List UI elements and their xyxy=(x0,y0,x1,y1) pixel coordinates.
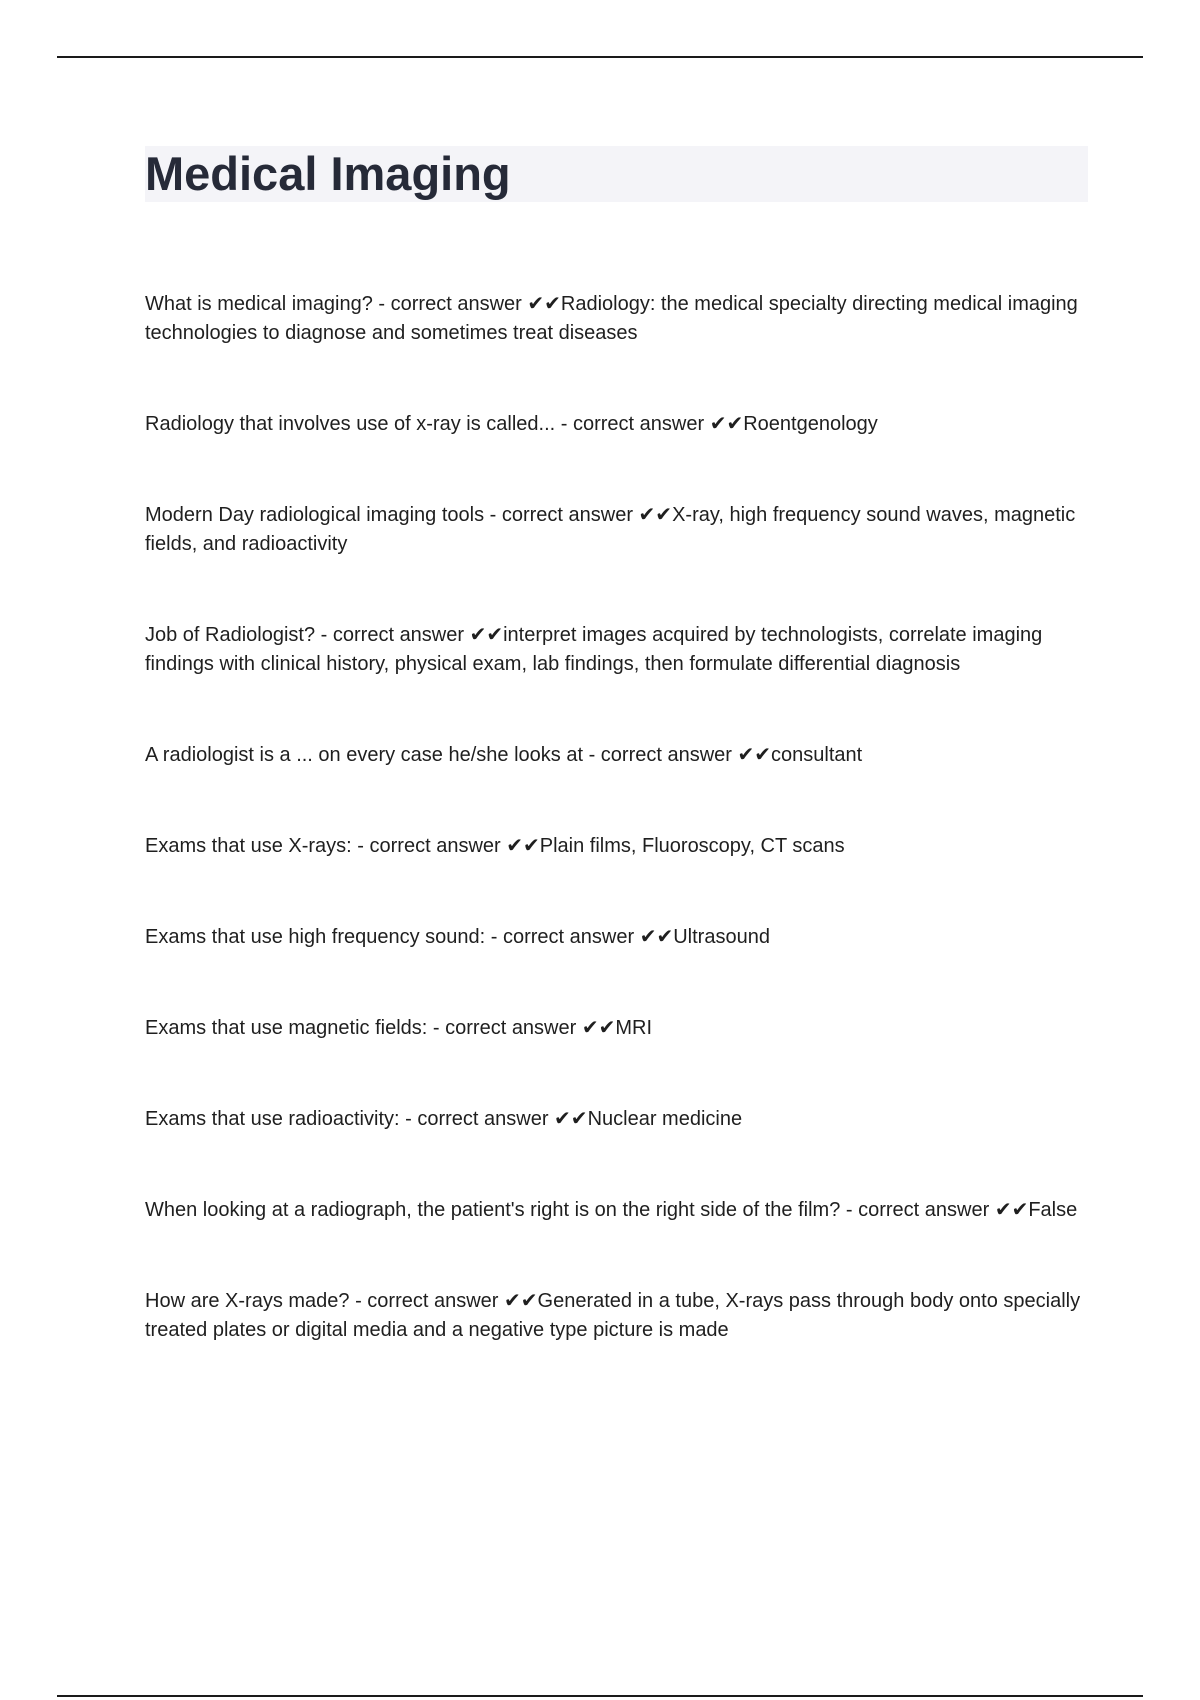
check-icon: ✔✔ xyxy=(737,744,772,766)
answer-text: Ultrasound xyxy=(673,926,770,948)
answer-separator: - correct answer xyxy=(485,926,640,948)
answer-separator: - correct answer xyxy=(484,504,639,526)
question-text: A radiologist is a ... on every case he/she looks at xyxy=(145,744,584,766)
question-text: Exams that use magnetic fields: xyxy=(145,1017,428,1039)
question-text: Modern Day radiological imaging tools xyxy=(145,504,485,526)
qa-item xyxy=(145,290,1090,348)
question-text: Exams that use X-rays: xyxy=(145,835,352,857)
top-divider xyxy=(57,56,1143,58)
answer-separator: - correct answer xyxy=(555,413,710,435)
check-icon: ✔✔ xyxy=(709,413,744,435)
answer-text: interpret images acquired by technologists, correlate imaging findings with clinical history, physical exam, lab findings, then formulate differential diagnosis xyxy=(145,624,1043,675)
answer-text: MRI xyxy=(615,1017,653,1039)
question-text: Radiology that involves use of x-ray is called... xyxy=(145,413,556,435)
question-text: What is medical imaging? xyxy=(145,293,373,315)
check-icon: ✔✔ xyxy=(639,926,674,948)
question-text: When looking at a radiograph, the patient's right is on the right side of the film? xyxy=(145,1199,841,1221)
answer-text: Nuclear medicine xyxy=(587,1108,743,1130)
bottom-divider xyxy=(57,1695,1143,1697)
answer-separator: - correct answer xyxy=(315,624,470,646)
question-text: Exams that use high frequency sound: xyxy=(145,926,486,948)
answer-text: False xyxy=(1028,1199,1078,1221)
check-icon: ✔✔ xyxy=(506,835,540,857)
answer-separator: - correct answer xyxy=(399,1108,555,1130)
answer-text: Plain films, Fluoroscopy, CT scans xyxy=(539,835,845,857)
qa-item xyxy=(145,1014,1090,1043)
question-text: Exams that use radioactivity: xyxy=(145,1108,400,1130)
qa-item xyxy=(145,621,1090,679)
qa-item xyxy=(145,1196,1090,1225)
qa-item xyxy=(145,1287,1090,1345)
qa-item xyxy=(145,501,1090,559)
check-icon: ✔✔ xyxy=(527,293,561,315)
qa-item xyxy=(145,923,1090,952)
answer-text: X-ray, high frequency sound waves, magnetic fields, and radioactivity xyxy=(145,504,1076,555)
check-icon: ✔✔ xyxy=(581,1017,616,1039)
check-icon: ✔✔ xyxy=(554,1108,588,1130)
answer-separator: - correct answer xyxy=(840,1199,995,1221)
answer-separator: - correct answer xyxy=(583,744,738,766)
answer-text: Radiology: the medical specialty directing medical imaging technologies to diagnose and sometimes treat diseases xyxy=(145,293,1078,344)
answer-text: Roentgenology xyxy=(743,413,878,435)
qa-item xyxy=(145,741,1090,770)
check-icon: ✔✔ xyxy=(504,1290,538,1312)
answer-separator: - correct answer xyxy=(427,1017,582,1039)
answer-separator: - correct answer xyxy=(351,835,507,857)
answer-text: Generated in a tube, X-rays pass through body onto specially treated plates or digital media and a negative type picture is made xyxy=(145,1290,1081,1341)
page-title: Medical Imaging xyxy=(145,147,511,200)
answer-separator: - correct answer xyxy=(349,1290,505,1312)
check-icon: ✔✔ xyxy=(638,504,673,526)
qa-item xyxy=(145,1105,1090,1134)
question-text: Job of Radiologist? xyxy=(145,624,316,646)
question-text: How are X-rays made? xyxy=(145,1290,350,1312)
check-icon: ✔✔ xyxy=(994,1199,1029,1221)
answer-separator: - correct answer xyxy=(372,293,528,315)
answer-text: consultant xyxy=(771,744,863,766)
qa-list xyxy=(145,290,1090,1407)
qa-item xyxy=(145,410,1090,439)
check-icon: ✔✔ xyxy=(469,624,504,646)
qa-item xyxy=(145,832,1090,861)
